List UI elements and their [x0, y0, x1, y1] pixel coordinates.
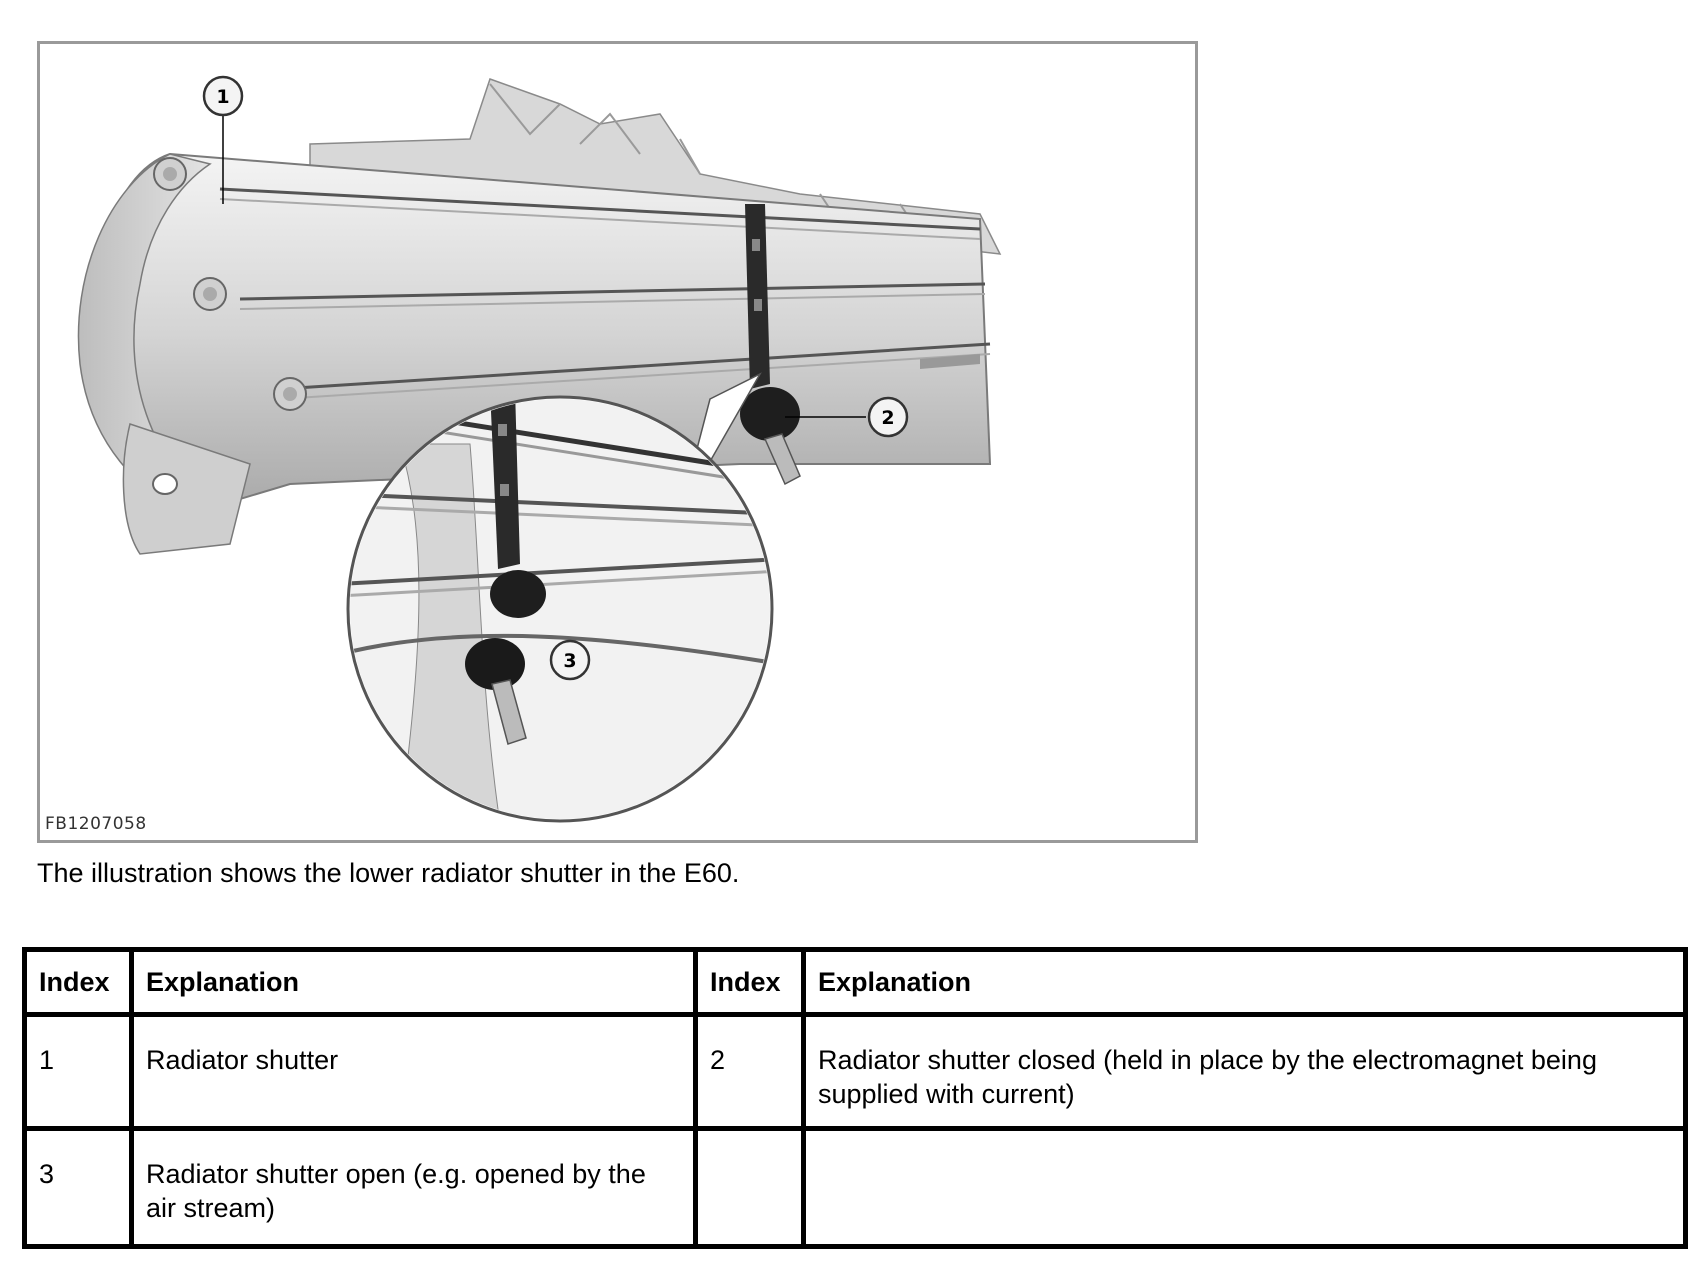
legend-table	[22, 947, 1688, 1249]
header-index: Index	[696, 950, 804, 1015]
figure-caption: The illustration shows the lower radiator shutter in the E60.	[37, 858, 740, 888]
figure-id: FB1207058	[45, 814, 147, 834]
header-explanation: Explanation	[132, 950, 696, 1015]
header-explanation: Explanation	[804, 950, 1686, 1015]
table-row	[25, 1015, 1686, 1129]
index-cell: 1	[25, 1015, 132, 1129]
illustration-frame	[37, 41, 1198, 843]
table-header-row	[25, 950, 1686, 1015]
index-cell: 2	[696, 1015, 804, 1129]
explanation-cell	[804, 1129, 1686, 1247]
index-cell: 3	[25, 1129, 132, 1247]
explanation-cell: Radiator shutter closed (held in place by the electromagnet being supplied with current)	[804, 1015, 1686, 1129]
explanation-cell: Radiator shutter open (e.g. opened by the air stream)	[132, 1129, 696, 1247]
explanation-cell: Radiator shutter	[132, 1015, 696, 1129]
header-index: Index	[25, 950, 132, 1015]
callout-2-label: 2	[881, 407, 895, 429]
table-row	[25, 1129, 1686, 1247]
callout-1-label: 1	[216, 86, 230, 108]
callout-3-label: 3	[563, 650, 577, 672]
index-cell	[696, 1129, 804, 1247]
radiator-shutter-illustration	[40, 44, 1195, 840]
